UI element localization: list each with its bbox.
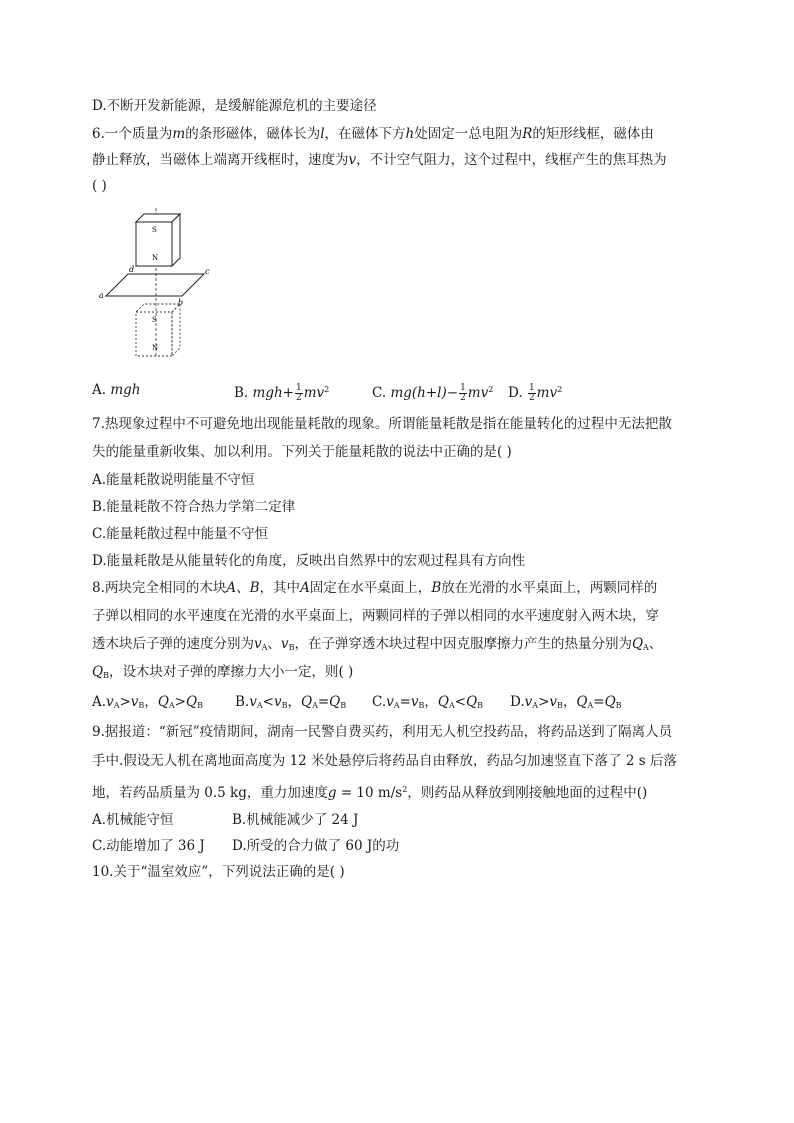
- q6-option-a: A. mgh: [92, 382, 141, 398]
- q8-option-c: $C.v_A=v_B$，$Q_A<Q_B$: [372, 694, 484, 710]
- q9-option-b: B.机械能减少了 24 J: [232, 812, 359, 828]
- q6-option-d: D. $\frac{1}{2}$ $mv^2$: [508, 383, 563, 403]
- fraction: $\frac{1}{2}$: [528, 383, 535, 403]
- q8-stem-line4: $Q_B$，设木块对子弹的摩擦力大小一定，则( ): [92, 664, 354, 680]
- q10-stem-line1: 10.关于“温室效应”，下列说法正确的是( ): [92, 864, 345, 880]
- corner-b-label: b: [178, 298, 184, 307]
- q8-stem-line3: 透木块后子弹的速度分别为$v_A$、$v_B$，在子弹穿透木块过程中因克服摩擦力产生的热量分别为$Q_A$、: [92, 636, 663, 652]
- q6-stem-line1: 6.一个质量为m的条形磁体，磁体长为l，在磁体下方h处固定一总电阻为R的矩形线框，磁体由: [92, 126, 654, 142]
- q7-option-d: D.能量耗散是从能量转化的角度，反映出自然界中的宏观过程具有方向性: [92, 553, 526, 569]
- q9-option-c: C.动能增加了 36 J: [92, 838, 205, 854]
- coil-frame: [106, 274, 204, 296]
- q7-stem-line2: 失的能量重新收集、加以利用。下列关于能量耗散的说法中正确的是( ): [92, 444, 512, 460]
- bottom-magnet-s-label: S: [152, 316, 157, 324]
- fraction: $\frac{1}{2}$: [460, 383, 466, 403]
- q7-option-c: C.能量耗散过程中能量不守恒: [92, 526, 269, 542]
- q8-stem-line2: 子弹以相同的水平速度在光滑的水平桌面上，两颗同样的子弹以相同的水平速度射入两木块，穿: [92, 608, 659, 624]
- q8-option-b: $B.v_A<v_B$，$Q_A=Q_B$: [235, 694, 347, 710]
- q6-stem-line2: 静止释放，当磁体上端离开线框时，速度为v，不计空气阻力，这个过程中，线框产生的焦耳热为: [92, 152, 667, 168]
- q9-stem-line1: 9.据报道：“新冠”疫情期间，湖南一民警自费买药，利用无人机空投药品，将药品送到了隔离人员: [92, 724, 673, 740]
- q7-option-b: B.能量耗散不符合热力学第二定律: [92, 499, 296, 515]
- q6-answer-paren: ( ): [92, 178, 107, 194]
- q8-option-d: $D.v_A>v_B$，$Q_A=Q_B$: [510, 694, 622, 710]
- q9-option-d: D.所受的合力做了 60 J的功: [232, 838, 400, 854]
- q6-option-c: C. mg(h+l)− $\frac{1}{2}$ $mv^2$: [372, 383, 494, 403]
- q8-option-a: $A.v_A>v_B$，$Q_A>Q_B$: [92, 694, 203, 710]
- corner-d-label: d: [129, 265, 135, 274]
- q9-option-a: A.机械能守恒: [92, 812, 174, 828]
- q6-option-b: B. mgh+ $\frac{1}{2}$ $mv^2$: [234, 383, 330, 403]
- q9-stem-line3: 地，若药品质量为 0.5 kg，重力加速度g = 10 $m/s^2$，则药品从释放到刚接触地面的过程中(): [92, 785, 648, 801]
- q8-stem-line1: 8.两块完全相同的木块A、B，其中A固定在水平桌面上，B放在光滑的水平桌面上，两颗同样的: [92, 580, 658, 596]
- q7-stem-line1: 7.热现象过程中不可避免地出现能量耗散的现象。所谓能量耗散是指在能量转化的过程中无法把散: [92, 416, 672, 432]
- corner-c-label: c: [205, 267, 210, 276]
- bottom-magnet-n-label: N: [152, 344, 159, 352]
- q7-option-a: A.能量耗散说明能量不守恒: [92, 472, 255, 488]
- fraction: $\frac{1}{2}$: [295, 383, 302, 403]
- q5-option-d: D.不断开发新能源，是缓解能源危机的主要途径: [92, 98, 377, 114]
- q9-stem-line2: 手中.假设无人机在离地面高度为 12 米处悬停后将药品自由释放，药品匀加速竖直下落了 2 s 后落: [92, 753, 677, 769]
- magnet-coil-diagram: [98, 208, 228, 368]
- top-magnet-n-label: N: [152, 254, 159, 262]
- top-magnet-s-label: S: [152, 226, 157, 234]
- corner-a-label: a: [99, 291, 104, 300]
